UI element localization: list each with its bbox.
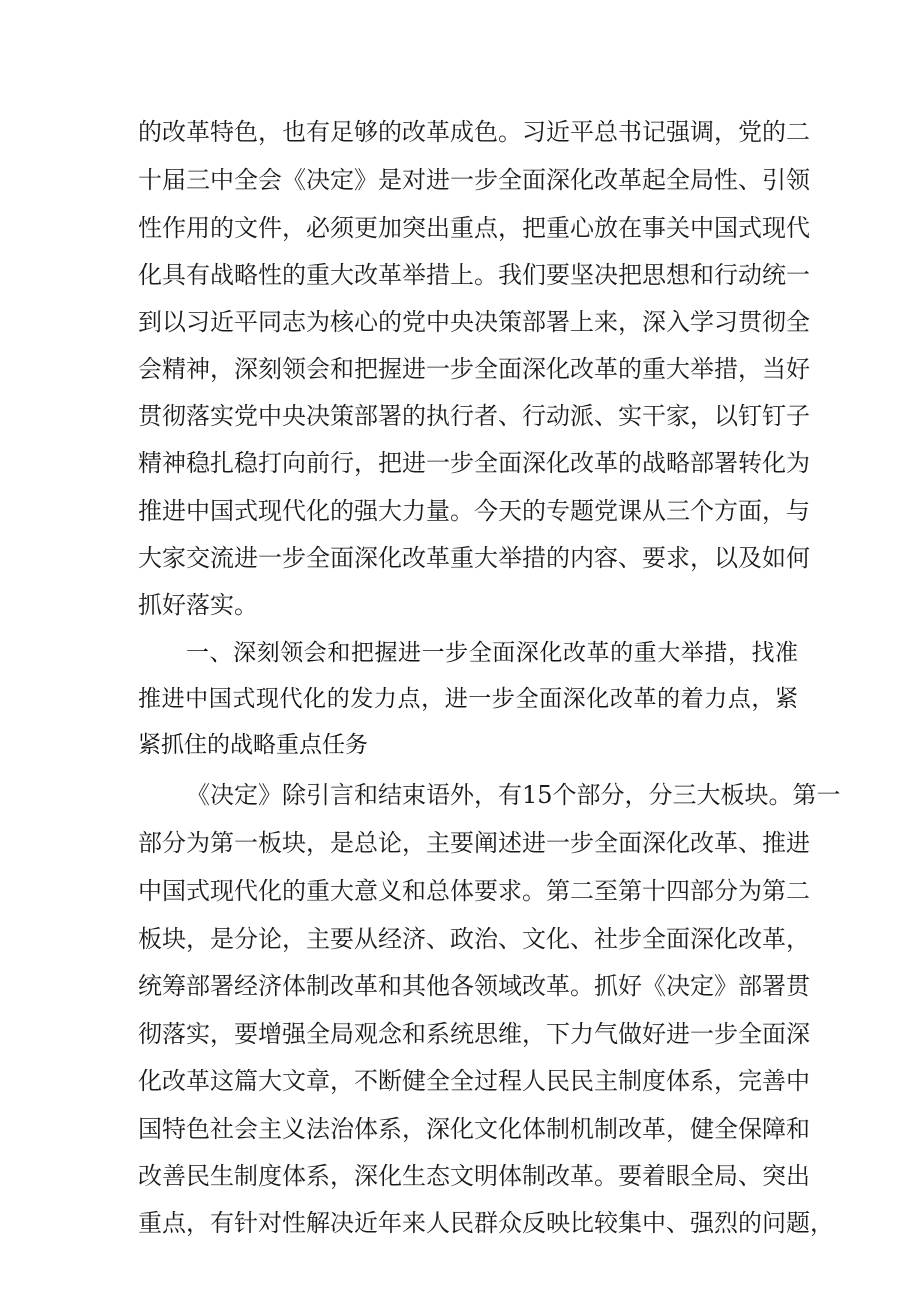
paragraph-line: 统筹部署经济体制改革和其他各领域改革。抓好《决定》部署贯 bbox=[138, 972, 810, 1000]
paragraph-line: 重点，有针对性解决近年来人民群众反映比较集中、强烈的问题， bbox=[138, 1209, 834, 1237]
paragraph-line: 《决定》除引言和结束语外，有15个部分，分三大板块。第一 bbox=[186, 781, 841, 809]
paragraph-line: 会精神，深刻领会和把握进一步全面深化改革的重大举措，当好 bbox=[138, 355, 810, 383]
paragraph-line: 中国式现代化的重大意义和总体要求。第二至第十四部分为第二 bbox=[138, 877, 810, 905]
paragraph-line: 大家交流进一步全面深化改革重大举措的内容、要求，以及如何 bbox=[138, 544, 810, 572]
paragraph-line: 的改革特色，也有足够的改革成色。习近平总书记强调，党的二 bbox=[138, 118, 810, 146]
paragraph-line: 十届三中全会《决定》是对进一步全面深化改革起全局性、引领 bbox=[138, 166, 810, 194]
paragraph-line: 到以习近平同志为核心的党中央决策部署上来，深入学习贯彻全 bbox=[138, 308, 810, 336]
paragraph-line: 化具有战略性的重大改革举措上。我们要坚决把思想和行动统一 bbox=[138, 261, 810, 289]
paragraph-line: 改善民生制度体系，深化生态文明体制改革。要着眼全局、突出 bbox=[138, 1162, 810, 1190]
section-heading-line: 一、深刻领会和把握进一步全面深化改革的重大举措，找准 bbox=[186, 640, 798, 666]
paragraph-line: 化改革这篇大文章，不断健全全过程人民民主制度体系，完善中 bbox=[138, 1067, 810, 1095]
paragraph-line: 贯彻落实党中央决策部署的执行者、行动派、实干家，以钉钉子 bbox=[138, 402, 810, 430]
paragraph-line: 板块，是分论，主要从经济、政治、文化、社步全面深化改革， bbox=[138, 925, 810, 953]
paragraph-line: 国特色社会主义法治体系，深化文化体制机制改革，健全保障和 bbox=[138, 1115, 810, 1143]
paragraph-line: 抓好落实。 bbox=[138, 591, 258, 619]
paragraph-line: 彻落实，要增强全局观念和系统思维，下力气做好进一步全面深 bbox=[138, 1020, 810, 1048]
paragraph-line: 推进中国式现代化的强大力量。今天的专题党课从三个方面，与 bbox=[138, 497, 810, 525]
section-heading-line: 紧抓住的战略重点任务 bbox=[138, 732, 368, 758]
section-heading-line: 推进中国式现代化的发力点，进一步全面深化改革的着力点，紧 bbox=[138, 686, 798, 712]
paragraph-line: 部分为第一板块，是总论，主要阐述进一步全面深化改革、推进 bbox=[138, 829, 810, 857]
paragraph-line: 性作用的文件，必须更加突出重点，把重心放在事关中国式现代 bbox=[138, 214, 810, 242]
paragraph-line: 精神稳扎稳打向前行，把进一步全面深化改革的战略部署转化为 bbox=[138, 449, 810, 477]
